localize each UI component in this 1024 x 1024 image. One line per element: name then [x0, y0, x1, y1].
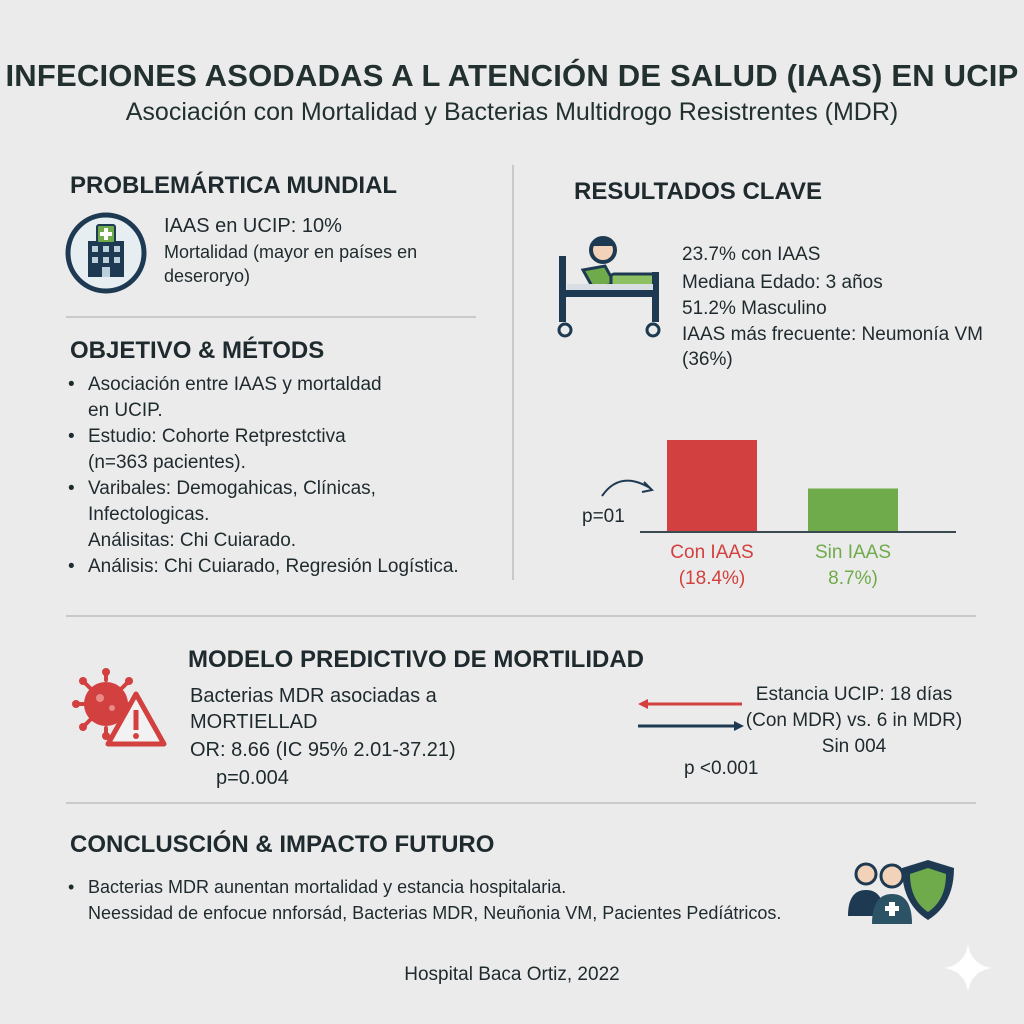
virus-warning-icon: [66, 664, 170, 750]
results-line4: IAAS más frecuente: Neumonía VM (36%): [682, 324, 983, 370]
divider-lower: [66, 802, 976, 804]
objective-item: • Asociación entre IAAS y mortaldad en UCIP.: [62, 372, 502, 424]
model-line1: Bacterias MDR asociadas a: [190, 685, 437, 707]
problem-line1: IAAS en UCIP: 10%: [164, 215, 342, 237]
chart-value-label: (18.4%): [678, 568, 746, 589]
stay-p-value: p <0.001: [684, 758, 759, 779]
page-title: INFECIONES ASODADAS A L ATENCIÓN DE SALUD (IAAS) EN UCIP: [5, 58, 1019, 93]
chart-bar: [667, 440, 757, 532]
stay-line3: Sin 004: [821, 736, 887, 757]
objective-item: • Estudio: Cohorte Retprestctiva (n=363 pacientes).: [62, 424, 502, 476]
divider-left-mid: [66, 316, 476, 318]
model-p: p=0.004: [216, 767, 289, 789]
model-or: OR: 8.66 (IC 95% 2.01-37.21): [190, 739, 456, 761]
objective-item: • Análisis: Chi Cuiarado, Regresión Logística.: [62, 554, 502, 580]
footer-text: Hospital Baca Ortiz, 2022: [404, 964, 620, 985]
chart-category-label: Sin IAAS: [814, 542, 892, 563]
model-line2: MORTIELLAD: [190, 711, 318, 733]
results-heading: RESULTADOS CLAVE: [574, 178, 823, 205]
stay-line1: Estancia UCIP: 18 días: [755, 684, 953, 705]
sparkle-icon: [940, 940, 996, 996]
comparison-arrows-icon: [636, 696, 746, 736]
patient-bed-icon: [553, 232, 665, 340]
chart-category-label: Con IAAS: [670, 542, 754, 563]
results-line1: 23.7% con IAAS: [682, 244, 821, 265]
page-subtitle: Asociación con Mortalidad y Bacterias Multidrogo Resistrentes (MDR): [125, 98, 899, 126]
divider-middle: [66, 615, 976, 617]
objective-list: [62, 372, 502, 580]
chart-p-label: p=01: [582, 506, 625, 527]
chart-value-label: 8.7%): [828, 568, 878, 589]
problem-line2: Mortalidad (mayor en países en: [164, 242, 418, 262]
team-shield-icon: [844, 854, 962, 928]
problem-heading: PROBLEMÁRTICA MUNDIAL: [70, 172, 398, 199]
vertical-divider: [512, 165, 514, 580]
objective-item: • Varibales: Demogahicas, Clínicas, Infectologicas. Análisitas: Chi Cuiarado.: [62, 476, 502, 554]
chart-bar: [808, 489, 898, 533]
conclusion-list: [62, 874, 822, 926]
hospital-icon: [64, 211, 148, 295]
objective-heading: OBJETIVO & MÉTODS: [70, 337, 325, 364]
bar-chart: [640, 420, 970, 600]
stay-line2: (Con MDR) vs. 6 in MDR): [745, 710, 963, 731]
conclusion-heading: CONCLUSCIÓN & IMPACTO FUTURO: [70, 831, 495, 858]
model-heading: MODELO PREDICTIVO DE MORTILIDAD: [188, 646, 644, 673]
problem-line3: deseroryo): [164, 266, 251, 286]
results-line2: Mediana Edado: 3 años: [682, 272, 883, 293]
conclusion-item: • Bacterias MDR aunentan mortalidad y estancia hospitalaria. Neessidad de enfocue nnforsád, Bacterias MDR, Neuñonia VM, Pacientes Pedíátricos.: [62, 874, 822, 926]
results-line3: 51.2% Masculino: [682, 298, 827, 319]
